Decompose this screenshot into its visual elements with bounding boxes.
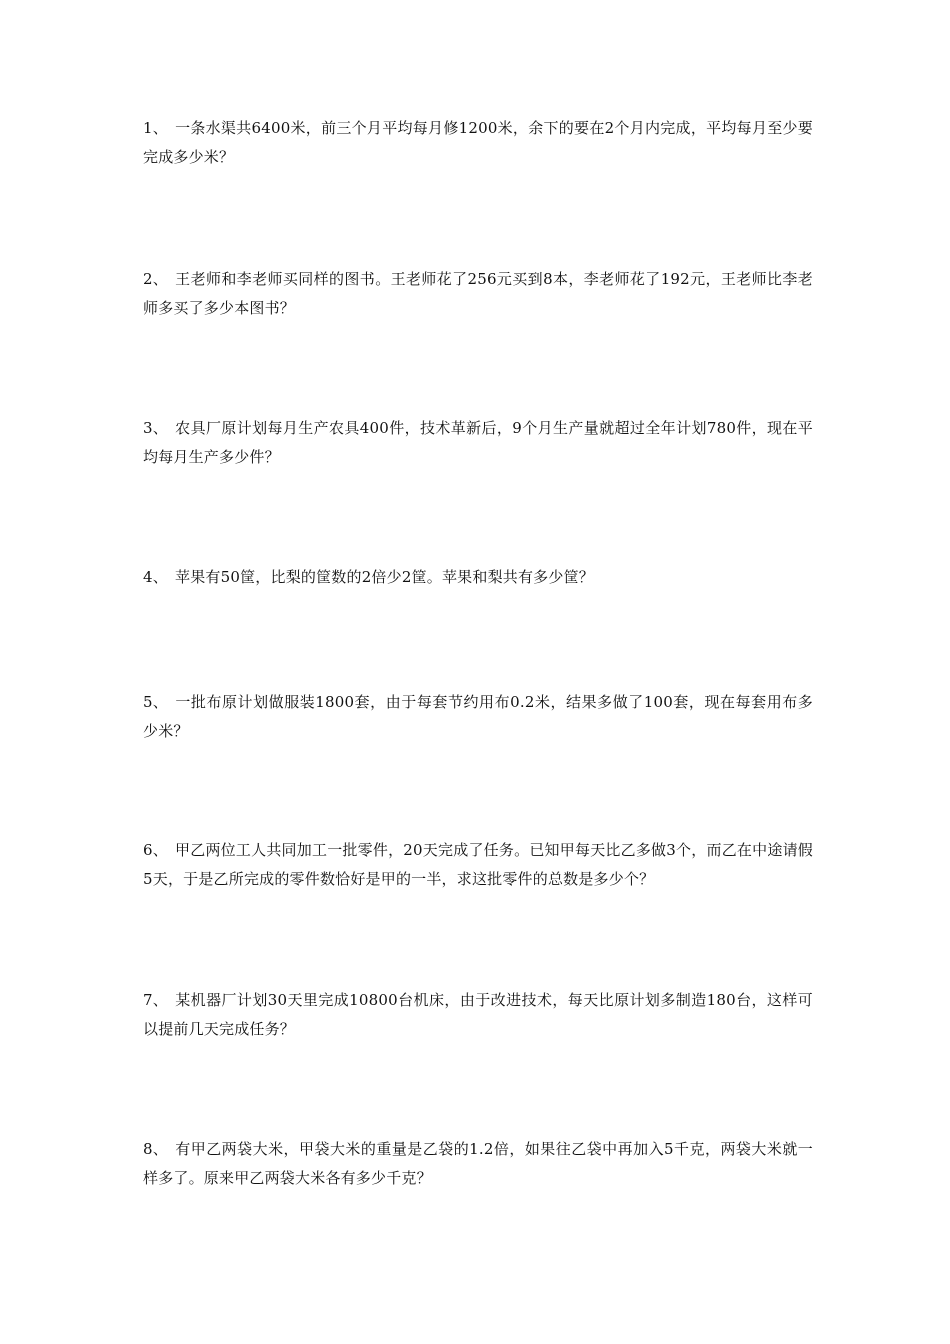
- problem-text: 一条水渠共6400米，前三个月平均每月修1200米，余下的要在2个月内完成，平均每月至少要完成多少米？: [143, 119, 813, 166]
- problem-text: 有甲乙两袋大米，甲袋大米的重量是乙袋的1.2倍，如果往乙袋中再加入5千克，两袋大米就一样多了。原来甲乙两袋大米各有多少千克？: [143, 1140, 813, 1187]
- problem-number: 6、: [143, 841, 168, 859]
- problem-3: [143, 414, 813, 472]
- problem-number: 3、: [143, 419, 168, 437]
- problem-number: 2、: [143, 270, 168, 288]
- problem-text: 某机器厂计划30天里完成10800台机床，由于改进技术，每天比原计划多制造180台，这样可以提前几天完成任务？: [143, 991, 813, 1038]
- problem-text: 农具厂原计划每月生产农具400件，技术革新后，9个月生产量就超过全年计划780件，现在平均每月生产多少件？: [143, 419, 813, 466]
- problem-number: 8、: [143, 1140, 168, 1158]
- problem-number: 5、: [143, 693, 168, 711]
- problem-text: 苹果有50筐，比梨的筐数的2倍少2筐。苹果和梨共有多少筐？: [175, 568, 594, 586]
- problem-8: [143, 1135, 813, 1193]
- problem-number: 4、: [143, 568, 168, 586]
- problem-7: [143, 986, 813, 1044]
- problem-number: 7、: [143, 991, 168, 1009]
- problem-6: [143, 836, 813, 894]
- problem-5: [143, 688, 813, 746]
- problem-2: [143, 265, 813, 323]
- problem-1: [143, 114, 813, 172]
- problem-text: 王老师和李老师买同样的图书。王老师花了256元买到8本，李老师花了192元，王老师比李老师多买了多少本图书？: [143, 270, 813, 317]
- problem-text: 甲乙两位工人共同加工一批零件，20天完成了任务。已知甲每天比乙多做3个，而乙在中途请假5天，于是乙所完成的零件数恰好是甲的一半，求这批零件的总数是多少个？: [143, 841, 813, 888]
- problem-4: [143, 563, 813, 592]
- problem-text: 一批布原计划做服装1800套，由于每套节约用布0.2米，结果多做了100套，现在每套用布多少米？: [143, 693, 813, 740]
- problem-number: 1、: [143, 119, 168, 137]
